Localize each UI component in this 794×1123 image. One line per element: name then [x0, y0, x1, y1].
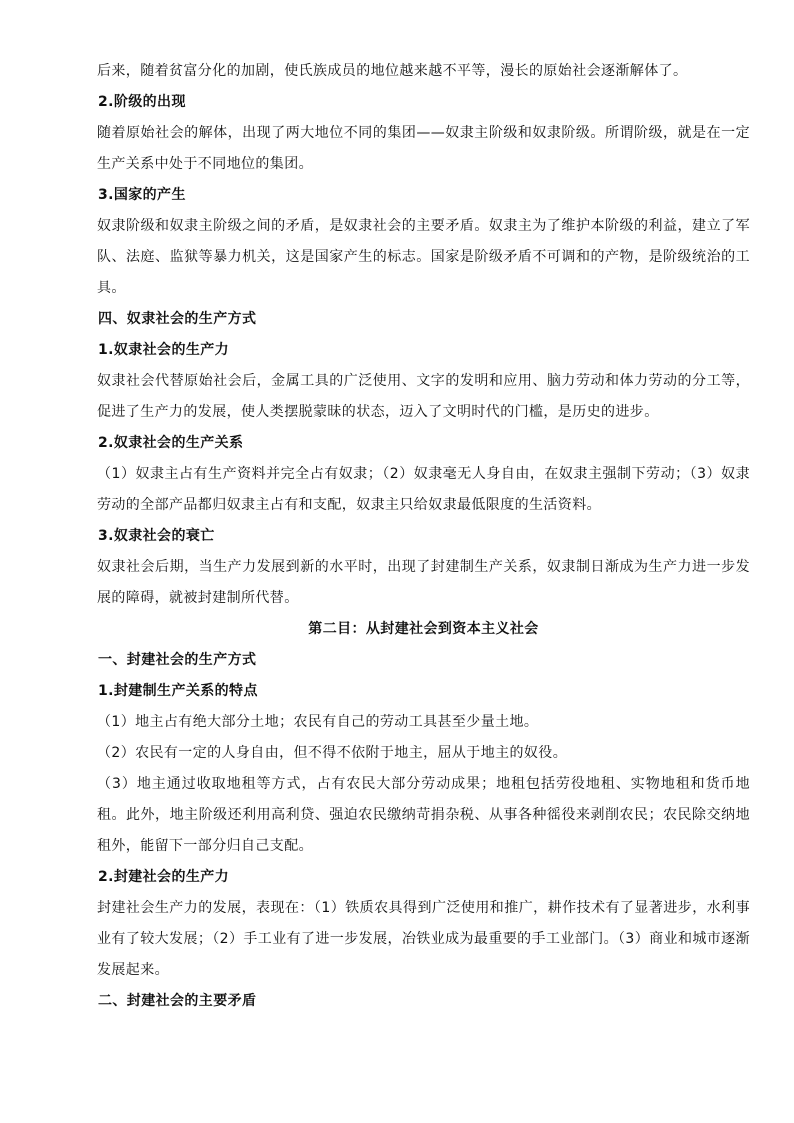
paragraph-feature-rent: （3）地主通过收取地租等方式，占有农民大部分劳动成果；地租包括劳役地租、实物地租和货币地租。此外，地主阶级还利用高利贷、强迫农民缴纳苛捐杂税、从事各种徭役来剥削农民；农民除交纳地租外，能留下一部分归自己支配。 — [97, 776, 750, 854]
heading-slave-society-decline: 3.奴隶社会的衰亡 — [98, 528, 215, 544]
paragraph-primitive-society-decline: 后来，随着贫富分化的加剧，使氏族成员的地位越来越不平等，漫长的原始社会逐渐解体了。 — [97, 63, 688, 79]
paragraph-slave-society-decline: 奴隶社会后期，当生产力发展到新的水平时，出现了封建制生产关系，奴隶制日渐成为生产力进一步发展的障碍，就被封建制所代替。 — [97, 559, 750, 606]
section-title: 第二目：从封建社会到资本主义社会 — [308, 621, 539, 637]
document-body — [97, 56, 750, 1017]
paragraph-class-emergence: 随着原始社会的解体，出现了两大地位不同的集团——奴隶主阶级和奴隶阶级。所谓阶级，就是在一定生产关系中处于不同地位的集团。 — [97, 125, 750, 172]
paragraph-feature-peasant-freedom: （2）农民有一定的人身自由，但不得不依附于地主，屈从于地主的奴役。 — [97, 745, 568, 761]
paragraph-slave-relations-of-production: （1）奴隶主占有生产资料并完全占有奴隶；（2）奴隶毫无人身自由，在奴隶主强制下劳动；（3）奴隶劳动的全部产品都归奴隶主占有和支配，奴隶主只给奴隶最低限度的生活资料。 — [97, 466, 750, 513]
paragraph-slave-productive-forces: 奴隶社会代替原始社会后，金属工具的广泛使用、文字的发明和应用、脑力劳动和体力劳动的分工等，促进了生产力的发展，使人类摆脱蒙昧的状态，迈入了文明时代的门槛，是历史的进步。 — [97, 373, 750, 420]
heading-feudal-productive-forces: 2.封建社会的生产力 — [98, 869, 230, 885]
heading-slave-mode-of-production: 四、奴隶社会的生产方式 — [98, 311, 257, 327]
heading-class-emergence: 2.阶级的出现 — [98, 94, 186, 110]
paragraph-state-origin: 奴隶阶级和奴隶主阶级之间的矛盾，是奴隶社会的主要矛盾。奴隶主为了维护本阶级的利益，建立了军队、法庭、监狱等暴力机关，这是国家产生的标志。国家是阶级矛盾不可调和的产物，是阶级统治的工具。 — [97, 218, 750, 296]
heading-state-origin: 3.国家的产生 — [98, 187, 186, 203]
heading-slave-productive-forces: 1.奴隶社会的生产力 — [98, 342, 230, 358]
heading-slave-relations-of-production: 2.奴隶社会的生产关系 — [98, 435, 244, 451]
heading-feudal-relations-features: 1.封建制生产关系的特点 — [98, 683, 258, 699]
heading-feudal-main-contradiction: 二、封建社会的主要矛盾 — [98, 993, 257, 1009]
paragraph-feudal-productive-forces: 封建社会生产力的发展，表现在：（1）铁质农具得到广泛使用和推广，耕作技术有了显著进步，水利事业有了较大发展；（2）手工业有了进一步发展，冶铁业成为最重要的手工业部门。（3）商业和城市逐渐发展起来。 — [97, 900, 750, 978]
heading-feudal-mode-of-production: 一、封建社会的生产方式 — [98, 652, 257, 668]
paragraph-feature-land: （1）地主占有绝大部分土地；农民有自己的劳动工具甚至少量土地。 — [97, 714, 539, 730]
